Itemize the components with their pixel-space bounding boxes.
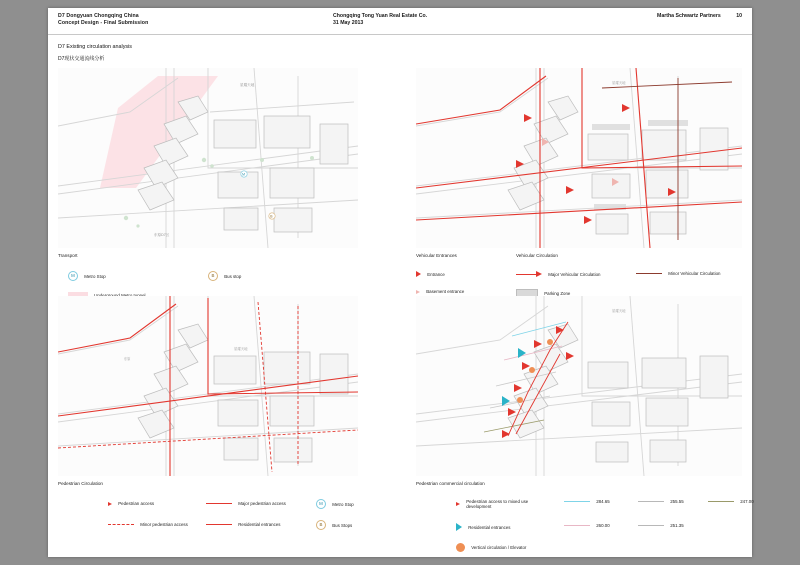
- residential-entrances-line-icon: [206, 524, 232, 525]
- legend-label-major-vehicular: Major Vehicular Circulation: [548, 271, 601, 277]
- legend-label-level-260: 260.00: [596, 523, 610, 529]
- header-project-subtitle: Concept Design - Final Submission: [58, 20, 149, 27]
- legend-pedestrian-caption: Pedestrian Circulation: [58, 481, 103, 486]
- legend-label-residential-entrances: Residential entrances: [238, 522, 281, 528]
- vertical-circulation-icon: [456, 543, 465, 552]
- legend-item-level-251: [638, 523, 684, 528]
- svg-text:星耀天地: 星耀天地: [240, 83, 255, 87]
- svg-text:星耀天地: 星耀天地: [234, 347, 248, 351]
- legend-label-level-255: 255.55: [670, 499, 684, 505]
- map-transport: [58, 68, 358, 248]
- level-260-line-icon: [564, 525, 590, 526]
- legend-label-level-284: 284.65: [596, 499, 610, 505]
- header-left: [58, 13, 148, 28]
- page-title: D7 Existing circulation analysis: [58, 44, 133, 50]
- vehicular-map-svg: [416, 68, 742, 248]
- header-date: 31 May 2013: [333, 20, 364, 27]
- level-255-line-icon: [638, 501, 664, 502]
- legend-pedestrian: [58, 481, 378, 539]
- svg-text:B: B: [270, 214, 273, 219]
- legend-item-basement-entrance: [416, 289, 464, 294]
- legend-item-bus-stops-ped: [316, 520, 352, 530]
- map-vehicular: [416, 68, 742, 248]
- legend-vehicular-entrances-caption: Vehicular Entrances: [416, 253, 457, 258]
- legend-item-level-260: [564, 523, 610, 528]
- legend-label-minor-pedestrian: Minor pedestrian access: [140, 522, 188, 528]
- pedestrian-map-svg: [58, 296, 358, 476]
- pedestrian-access-arrow-icon: [108, 502, 112, 506]
- legend-label-basement-entrance: Basement entrance: [426, 289, 465, 295]
- entrance-arrow-icon: [416, 271, 421, 277]
- page-title-chinese: D7现状交通流线分析: [58, 56, 105, 62]
- map-canvas-transport: [58, 68, 358, 248]
- legend-label-major-pedestrian: Major pedestrian access: [238, 501, 286, 507]
- page-number: 10: [736, 13, 742, 19]
- major-pedestrian-line-icon: [206, 503, 232, 504]
- document-page: [48, 8, 752, 557]
- legend-item-residential-entrances: [206, 522, 280, 527]
- pedestrian-commercial-map-svg: [416, 296, 742, 476]
- header-client: [333, 13, 427, 28]
- legend-label-pedestrian-access: Pedestrian access: [118, 501, 155, 507]
- minor-vehicular-line-icon: [636, 273, 662, 274]
- map-pedestrian-commercial: [416, 296, 742, 476]
- map-canvas-pedestrian: [58, 296, 358, 476]
- header-client-name: Chongqing Tong Yuan Real Estate Co.: [333, 13, 428, 19]
- legend-label-minor-vehicular: Minor Vehicular Circulation: [668, 271, 721, 277]
- legend-pedestrian-commercial-caption: Pedestrian commercial circulation: [416, 481, 485, 486]
- legend-label-vertical-circulation: Vertical circulation / Elevator: [471, 545, 527, 550]
- legend-label-ped-access-mixed-use: Pedestrian access to mixed use development: [466, 499, 529, 509]
- header-project-title: D7 Dongyuan Chongqing China: [58, 13, 139, 19]
- legend-item-bus-stop: [208, 271, 241, 281]
- legend-item-major-pedestrian: [206, 501, 286, 506]
- legend-label-metro-stop-ped: Metro Stop: [332, 501, 354, 507]
- transport-map-svg: [58, 68, 358, 248]
- legend-label-entrance: Entrance: [427, 271, 445, 277]
- legend-label-level-251: 251.35: [670, 523, 684, 529]
- bus-stop-icon: B: [208, 271, 218, 281]
- basement-entrance-arrow-icon: [416, 290, 420, 294]
- svg-text:星耀天地: 星耀天地: [612, 81, 626, 85]
- legend-item-ped-access-mixed-use: [456, 499, 566, 509]
- legend-item-level-284: [564, 499, 610, 504]
- metro-stop-icon: M: [316, 499, 326, 509]
- legend-item-pedestrian-access: [108, 501, 154, 506]
- level-284-line-icon: [564, 501, 590, 502]
- legend-item-major-vehicular: [516, 271, 600, 277]
- legend-item-metro-stop: [68, 271, 106, 281]
- legend-item-residential-entrances-comm: [456, 523, 510, 531]
- bus-stop-icon: B: [316, 520, 326, 530]
- header-right: [657, 13, 742, 20]
- svg-text:东原D7区: 东原D7区: [154, 233, 170, 237]
- level-247-line-icon: [708, 501, 734, 502]
- map-canvas-vehicular: [416, 68, 742, 248]
- pedestrian-access-mixed-use-arrow-icon: [456, 502, 460, 506]
- legend-transport-caption: Transport: [58, 253, 78, 258]
- legend-pedestrian-commercial: [416, 481, 754, 550]
- level-251-line-icon: [638, 525, 664, 526]
- map-canvas-pedestrian-commercial: [416, 296, 742, 476]
- legend-item-level-255: [638, 499, 684, 504]
- legend-item-minor-pedestrian: [108, 522, 188, 527]
- legend-item-minor-vehicular: [636, 271, 720, 276]
- major-vehicular-line-icon: [516, 271, 542, 277]
- residential-entrance-arrow-icon: [456, 523, 462, 531]
- legend-label-level-247: 247.00: [740, 499, 754, 505]
- legend-label-metro-stop: Metro Stop: [84, 273, 106, 279]
- legend-item-level-247: [708, 499, 754, 504]
- legend-label-bus-stops-ped: Bus Stops: [332, 522, 353, 528]
- svg-text:星耀天地: 星耀天地: [612, 309, 626, 313]
- legend-item-metro-stop-ped: [316, 499, 354, 509]
- svg-text:M: M: [242, 172, 245, 177]
- legend-item-vertical-circulation: [456, 543, 526, 552]
- header-firm-name: Martha Schwartz Partners: [657, 13, 721, 19]
- legend-label-residential-entrances-comm: Residential entrances: [468, 524, 511, 530]
- legend-item-entrance: [416, 271, 445, 277]
- legend-label-parking-zone: Parking Zone: [544, 290, 571, 296]
- page-header: [48, 8, 752, 35]
- minor-pedestrian-line-icon: [108, 524, 134, 525]
- legend-vehicular-circulation-caption: Vehicular Circulation: [516, 253, 558, 258]
- legend-label-bus-stop: Bus stop: [224, 273, 242, 279]
- svg-text:东原: 东原: [124, 357, 131, 361]
- metro-stop-icon: M: [68, 271, 78, 281]
- map-pedestrian: [58, 296, 358, 476]
